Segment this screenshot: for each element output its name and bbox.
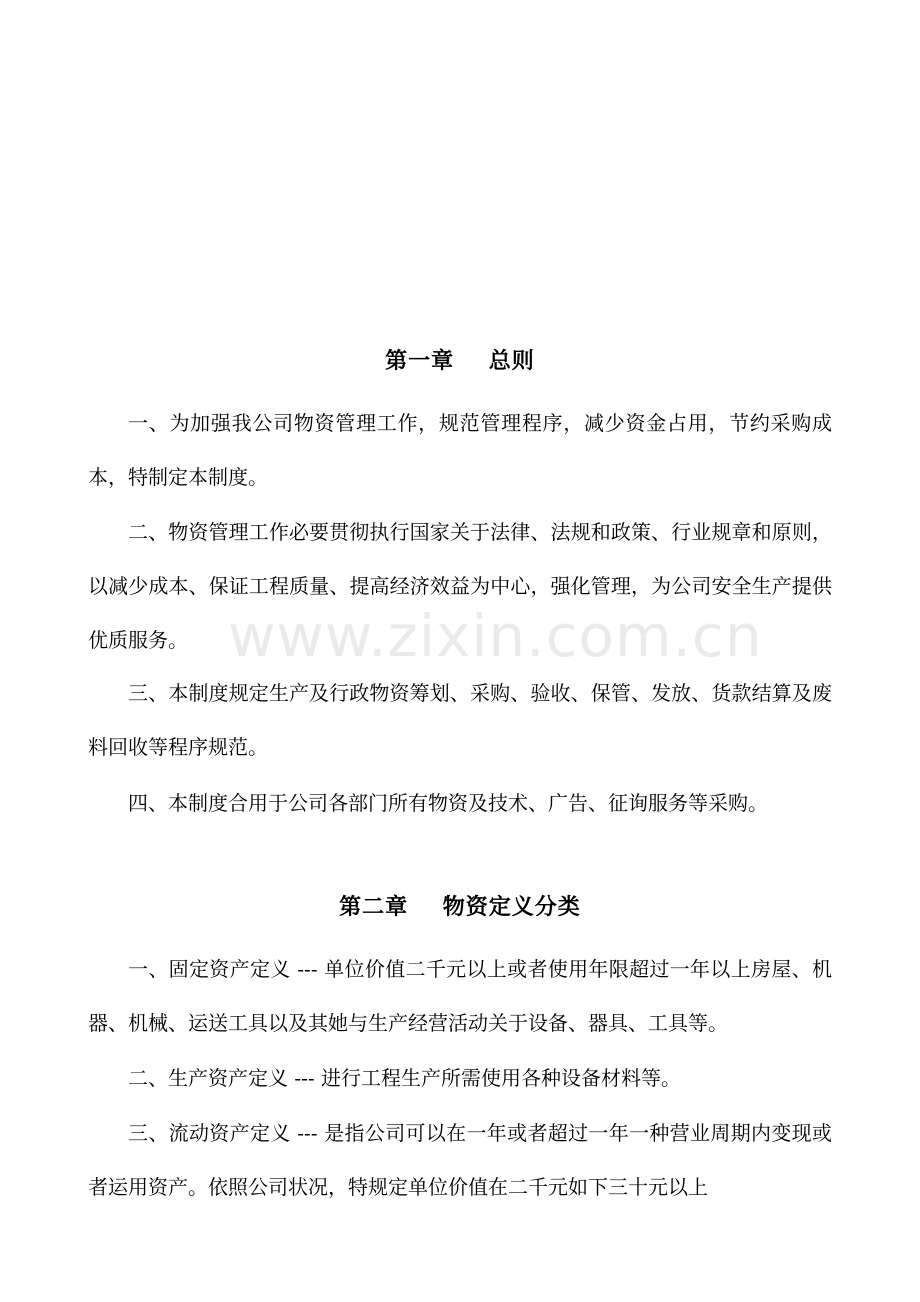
chapter-2-paragraph-1: 一、固定资产定义 --- 单位价值二千元以上或者使用年限超过一年以上房屋、机器、机械、运送工具以及其她与生产经营活动关于设备、器具、工具等。 <box>88 957 832 1035</box>
chapter-1-title: 第一章 总则 <box>385 349 535 374</box>
chapter-2-paragraph-3: 三、流动资产定义 --- 是指公司可以在一年或者超过一年一种营业周期内变现或者运用资产。依照公司状况，特规定单位价值在二千元如下三十元以上 <box>88 1121 832 1199</box>
chapter-2-paragraph-2: 二、生产资产定义 --- 进行工程生产所需使用各种设备材料等。 <box>128 1066 681 1090</box>
chapter-1-paragraph-1: 一、为加强我公司物资管理工作，规范管理程序，减少资金占用，节约采购成本，特制定本制度。 <box>88 411 832 489</box>
chapter-2-title: 第二章 物资定义分类 <box>339 895 581 920</box>
chapter-1-paragraph-4: 四、本制度合用于公司各部门所有物资及技术、广告、征询服务等采购。 <box>128 791 768 815</box>
chapter-1-paragraph-3: 三、本制度规定生产及行政物资筹划、采购、验收、保管、发放、货款结算及废料回收等程序规范。 <box>88 681 832 759</box>
chapter-1-paragraph-2: 二、物资管理工作必要贯彻执行国家关于法律、法规和政策、行业规章和原则，以减少成本、保证工程质量、提高经济效益为中心，强化管理，为公司安全生产提供优质服务。 <box>88 520 832 652</box>
watermark: www.zixin.com.cn <box>228 602 763 670</box>
